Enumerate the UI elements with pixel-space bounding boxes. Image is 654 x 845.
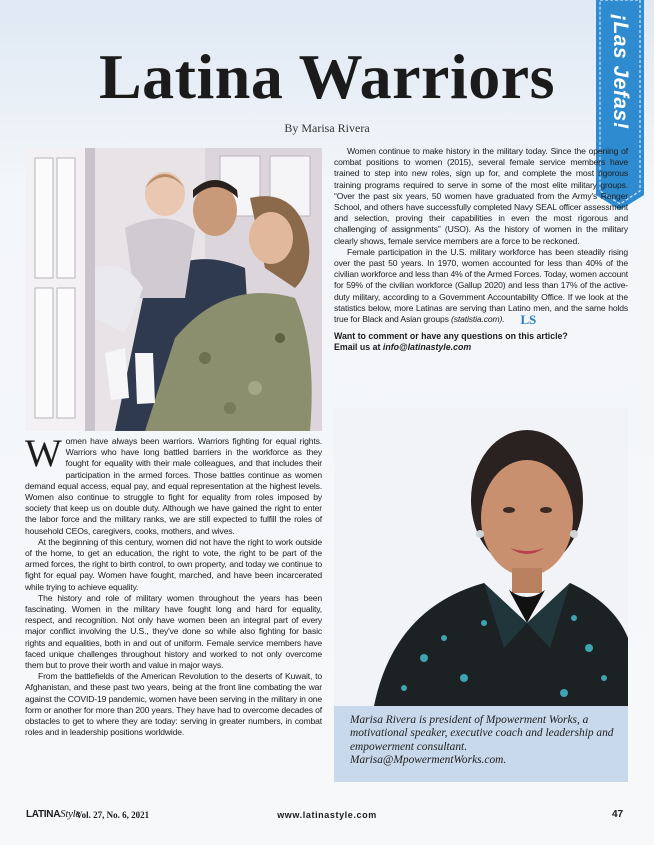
- footer-issue: Vol. 27, No. 6, 2021: [76, 810, 150, 820]
- comment-callout: [334, 331, 628, 353]
- ribbon-label: ¡Las Jefas!: [609, 14, 632, 130]
- source-citation: (statistia.com).: [451, 314, 505, 325]
- email-link[interactable]: info@latinastyle.com: [382, 342, 472, 353]
- article-byline: By Marisa Rivera: [284, 121, 370, 135]
- right-paragraph-1: Women continue to make history in the military today. Since the opening of combat positions to women (2015), several female service members have trained to step into new roles, sign up for, and complete the most rigorous training programs required to serve in some of the most elite military groups. “Over the past six years, 50 women have graduated from the Army's Ranger School, and others have successfully completed Navy SEAL officer assessment and selection, proving their capabilities in even the most rigorous and challenging of assignments” (USO). As the history of women in the military clearly shows, female service members are a force to be reckoned.: [334, 146, 628, 246]
- article-title: Latina Warriors: [98, 41, 556, 112]
- comment-prompt: Want to comment or have any questions on this article?: [334, 331, 568, 342]
- right-column: [334, 146, 628, 353]
- left-paragraph-3: The history and role of military women throughout the years has been fascinating. Women in the military have fought long and hard for equality, respect, and recognition. Not only have women been an integral part of every major conflict involving the U.S., they've done so while also fighting for basic rights and equalities, both in and out of uniform. Female service members have faced unique challenges throughout history and worked to not only overcome them but to prove their worth and value in major ways.: [25, 592, 322, 671]
- page-number: 47: [612, 809, 624, 820]
- left-paragraph-1-text: omen have always been warriors. Warriors fighting for equal rights. Warriors who have long battled barriers in the workforce as they fought for equality with their male colleagues, and that includes their participation in the armed forces. Those battles continue as women demand equal access, equal pay, and equal representation at the highest levels. Women also continue to struggle to fight for equality from roles imposed by society that keep us on double duty. Although we have gained the right to enter the labor force and the military ranks, we are still expected to fulfill the roles of household CEOs, caregivers, cooks, mothers, and wives.: [25, 436, 322, 536]
- left-column: [25, 432, 322, 738]
- left-paragraph-2: At the beginning of this century, women did not have the right to work outside of the home, to get an education, the right to vote, the right to be part of the armed forces, the right to birth control, to own property, and today we continue to fight for equal pay. Women have fought, marched, and have been incarcerated while trying to achieve equality.: [25, 536, 322, 592]
- right-paragraph-2-text: Female participation in the U.S. military workforce has been steadily rising over the past 50 years. In 1970, women accounted for less than 40% of the civilian workforce and less than 4% of the Armed Forces. Today, women account for 59% of the civilian workforce (Gallup 2020) and less than 17% of the active-duty military, according to a Government Accountability Office. If we look at the statistics below, more Latinas are serving than Latino men, and the same holds true for Black and Asian groups: [334, 246, 628, 325]
- left-paragraph-1: [25, 432, 322, 537]
- left-paragraph-4: From the battlefields of the American Revolution to the deserts of Kuwait, to Afghanistan, and these past two years, being at the front line combating the war against the COVID-19 pandemic, women have been serving in the military in one form or another for more than 200 years. They have had to overcome decades of obstacles to get to where they are today: serving in greater numbers, in combat roles and in leadership positions worldwide.: [25, 671, 322, 738]
- email-line: [334, 342, 628, 353]
- author-portrait: [334, 408, 628, 706]
- family-photo: [25, 148, 322, 431]
- portrait-caption: Marisa Rivera is president of Mpowerment Works, a motivational speaker, executive coach and leadership and empowerment consultant. Marisa@MpowermentWorks.com.: [334, 706, 628, 782]
- email-prefix: Email us at: [334, 342, 381, 353]
- drop-cap: W: [25, 432, 62, 475]
- footer-url[interactable]: www.latinastyle.com: [277, 810, 377, 820]
- footer-logo-caps: LATINA: [26, 809, 61, 820]
- end-mark-logo: LS: [520, 312, 537, 328]
- right-paragraph-2: [334, 246, 628, 328]
- footer-logo-script: Style: [60, 808, 81, 820]
